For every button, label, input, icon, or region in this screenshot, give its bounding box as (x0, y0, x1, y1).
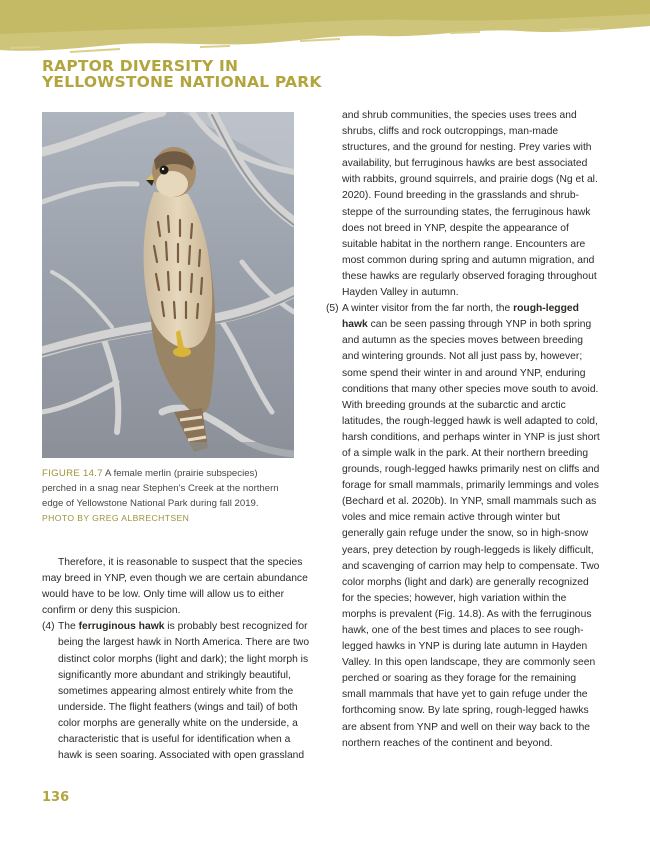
chapter-header (42, 58, 322, 90)
continued-text: and shrub communities, the species uses trees and shrubs, cliffs and rock outcroppings, man-made structures, and the ground for nesting. Prey varies with availability, but ferruginous hawks are best associated with rabbits, ground squirrels, and prairie dogs (Ng et al. 2020). Found breeding in the grasslands and shrub-steppe of the surrounding states, the ferruginous hawk does not breed in YNP, despite the appearance of suitable habitat in the northern range. Encounters are most common during spring and autumn migration, and these hawks are regularly observed foraging throughout Hayden Valley in autumn. (342, 110, 598, 299)
merlin-photo (42, 112, 294, 458)
list-item-lead: The (58, 621, 79, 633)
list-item-number: (5) (326, 303, 339, 315)
chapter-header-line-2: YELLOWSTONE NATIONAL PARK (42, 73, 322, 91)
right-text-column (326, 108, 602, 752)
figure-caption-text: A female merlin (prairie subspecies) perched in a snag near Stephen’s Creek at the northern edge of Yellowstone National Park during fall 2019. (42, 468, 279, 509)
list-item-ferruginous-hawk (42, 619, 312, 764)
continued-paragraph (326, 108, 602, 301)
species-name: rough-legged hawk (342, 303, 579, 331)
chapter-header-line-1: RAPTOR DIVERSITY IN (42, 57, 239, 75)
list-item-text: is probably best recognized for being the largest hawk in North America. There are two distinct color morphs (light and dark); the light morph is significantly more abundant and strikingly beautiful, sometimes appearing almost entirely white from the underside. The flight feathers (wings and tail) of both color morphs are generally white on the underside, a characteristic that is useful for identification when a hawk is seen soaring. Associated with open grassland (58, 621, 310, 762)
list-item-rough-legged-hawk (326, 301, 602, 752)
list-item-number: (4) (42, 621, 55, 633)
left-text-column (42, 555, 312, 764)
species-name: ferruginous hawk (78, 621, 165, 633)
figure-label: FIGURE 14.7 (42, 468, 103, 479)
top-decorative-band (0, 0, 650, 60)
body-paragraph: Therefore, it is reasonable to suspect that the species may breed in YNP, even though we are certain abundance would have to be low. Only time will allow us to either confirm or deny this suspicion. (42, 557, 308, 617)
page-number: 136 (42, 790, 70, 805)
list-item-text: can be seen passing through YNP in both spring and autumn as the species moves between breeding and wintering grounds. Not all just pass by, however; some spend their winter in and around YNP, enduring conditions that many other species move south to avoid. With breeding grounds at the subarctic and arctic latitudes, the rough-legged hawk is well adapted to cold, harsh conditions, and perhaps winter in YNP is just short of a simple walk in the park. At their northern breeding grounds, rough-legged hawks primarily nest on cliffs and forage for small mammals, primarily lemmings and voles (Bechard et al. 2020b). In YNP, small mammals such as voles and mice remain active through winter but generally gain refuge under the snow, so in high-snow years, prey detection by rough-leggeds is likely difficult, and scavenging of carrion may help to compensate. Two color morphs (light and dark) are generally recognized for the species; however, high variation within the morphs is prevalent (Fig. 14.8). As with the ferruginous hawk, one of the best times and places to see rough-legged hawks in YNP is during late autumn in Hayden Valley. In this open landscape, they are commonly seen perched or soaring as they forage for the remaining small mammals that have yet to gain refuge under the forthcoming snow. By late spring, rough-legged hawks are absent from YNP and well on their way back to the northern reaches of the continent and beyond. (342, 319, 600, 749)
figure-caption (42, 466, 294, 526)
list-item-lead: A winter visitor from the far north, the (342, 303, 514, 315)
photo-credit: PHOTO BY GREG ALBRECHTSEN (42, 513, 190, 523)
